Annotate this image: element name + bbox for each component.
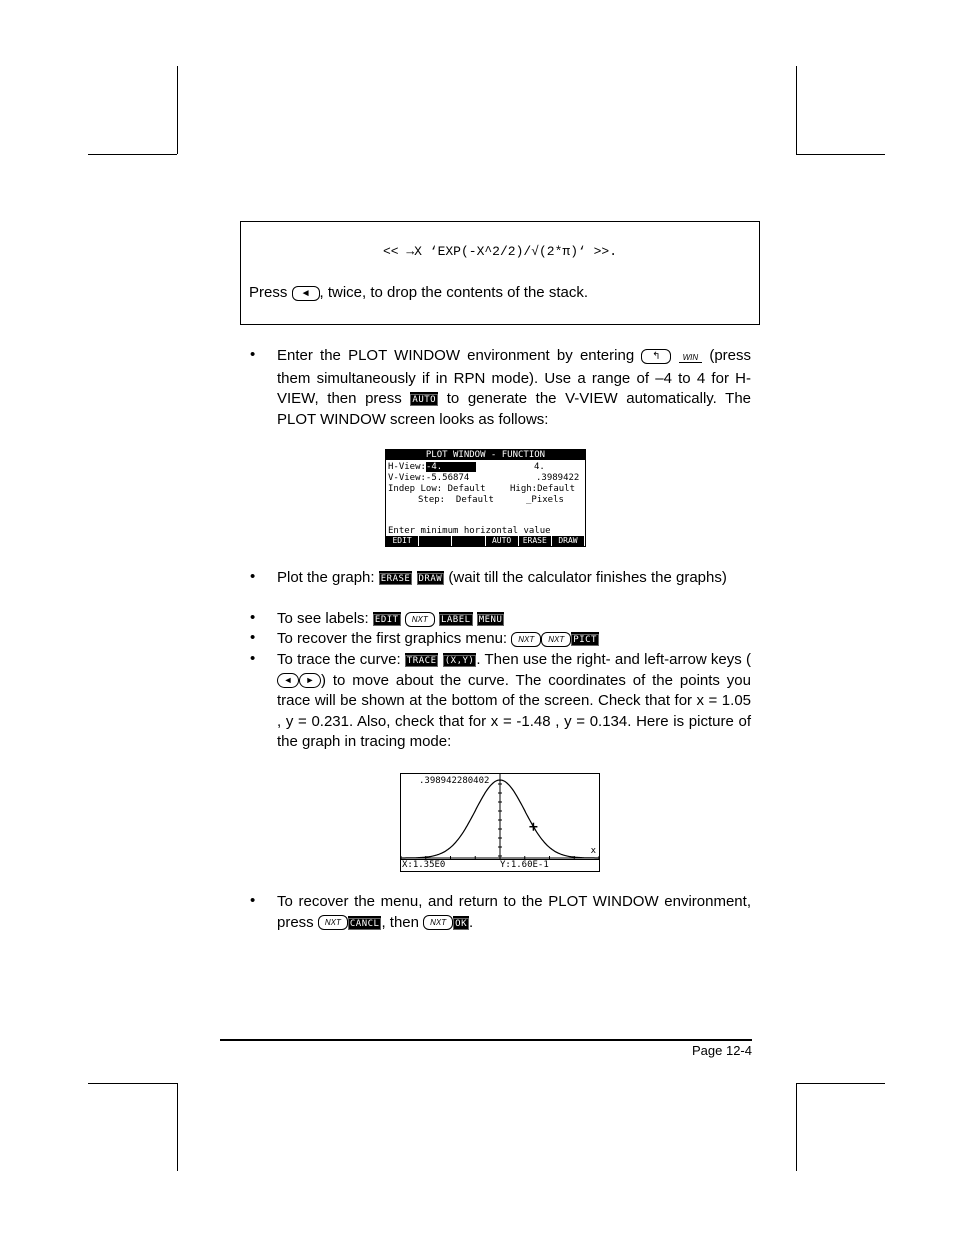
bullet-1-text	[277, 346, 751, 430]
nxt-key-icon: NXT	[541, 632, 571, 647]
pixels-row: _Pixels	[526, 495, 564, 505]
hview-row	[388, 462, 476, 472]
crop-mark	[796, 1083, 885, 1084]
prompt-row: Enter minimum horizontal value	[388, 526, 551, 536]
softkey-trace: TRACE	[405, 653, 439, 667]
crop-mark	[177, 66, 178, 154]
trace-readout	[401, 859, 599, 871]
graph-top-label: .398942280402	[419, 776, 490, 786]
vview-row: V-View:-5.56874	[388, 473, 470, 483]
menu-edit: EDIT	[386, 536, 419, 546]
nxt-key-icon: NXT	[511, 632, 541, 647]
hview-label: H-View:	[388, 462, 426, 472]
graph-plot	[401, 774, 599, 871]
trace-cursor	[529, 823, 537, 831]
bullet-4-part: To recover the first graphics menu:	[277, 630, 508, 647]
softkey-pict: PICT	[571, 632, 599, 646]
menu-erase: ERASE	[519, 536, 552, 546]
screen-menu	[386, 536, 585, 546]
right-arrow-key-icon: ►	[299, 673, 321, 688]
press-suffix-text: , twice, to drop the contents of the stack.	[319, 284, 588, 301]
menu-blank	[452, 536, 485, 546]
footer-rule	[220, 1039, 752, 1041]
bullet-2-part: (wait till the calculator finishes the graphs)	[448, 569, 727, 586]
press-instruction	[249, 284, 588, 301]
softkey-xy: (X,Y)	[443, 653, 477, 667]
press-text: Press	[249, 284, 288, 301]
code-box	[240, 221, 760, 325]
crop-mark	[88, 1083, 177, 1084]
indep-low: Indep Low: Default	[388, 484, 486, 494]
bullet-5-text	[277, 650, 751, 753]
softkey-erase: ERASE	[379, 571, 413, 585]
bullet-marker: •	[250, 568, 256, 585]
step-row: Step: Default	[418, 495, 494, 505]
bullet-2-part: Plot the graph:	[277, 569, 375, 586]
menu-auto: AUTO	[486, 536, 519, 546]
left-shift-key-icon: ↰	[641, 349, 671, 364]
bullet-3-part: To see labels:	[277, 610, 369, 627]
screen-title: PLOT WINDOW - FUNCTION	[386, 450, 585, 460]
bullet-marker: •	[250, 609, 256, 626]
crop-mark	[177, 1083, 178, 1171]
left-arrow-key-icon: ◄	[277, 673, 299, 688]
bullet-3-text	[277, 609, 751, 630]
x-readout: X:1.35E0	[402, 860, 446, 870]
hview-high: 4.	[534, 462, 545, 472]
bullet-1-part: to generate the V-VIEW automatically. The PLOT WINDOW screen looks as follows:	[277, 390, 752, 428]
bullet-6-text	[277, 892, 751, 933]
bullet-marker: •	[250, 346, 256, 363]
win-key-icon: WIN	[679, 353, 703, 363]
softkey-auto: AUTO	[410, 392, 438, 406]
y-readout: Y:1.60E-1	[500, 860, 549, 870]
bullet-5-part: To trace the curve:	[277, 651, 401, 668]
bullet-1-part: (press them simultaneously if in RPN mode). Use a range of –4 to 4 for H-VIEW, then press	[277, 347, 752, 407]
bullet-6-part: To recover the menu, and return to the PLOT WINDOW environment, press	[277, 893, 751, 931]
bullet-4-text	[277, 629, 751, 650]
bullet-2-text	[277, 568, 751, 589]
bullet-marker: •	[250, 629, 256, 646]
bullet-5-part: . Then use the right- and left-arrow keys (	[476, 651, 751, 668]
hview-low-field: -4.	[426, 462, 476, 472]
nxt-key-icon: NXT	[423, 915, 453, 930]
program-code: << →X ‘EXP(-X^2/2)/√(2*π)‘ >>.	[382, 244, 618, 259]
nxt-key-icon: NXT	[318, 915, 348, 930]
softkey-cancl: CANCL	[348, 916, 382, 930]
crop-mark	[796, 154, 885, 155]
vview-high: .3989422	[536, 473, 580, 483]
softkey-label: LABEL	[439, 612, 473, 626]
softkey-menu: MENU	[477, 612, 505, 626]
plot-window-screen	[385, 449, 586, 547]
crop-mark	[88, 154, 177, 155]
crop-mark	[796, 66, 797, 154]
softkey-edit: EDIT	[373, 612, 401, 626]
graph-trace-screen	[400, 773, 600, 872]
nxt-key-icon: NXT	[405, 612, 435, 627]
crop-mark	[796, 1083, 797, 1171]
bullet-6-part: .	[469, 913, 474, 931]
menu-blank	[419, 536, 452, 546]
page-number: Page 12-4	[692, 1043, 752, 1058]
softkey-ok: OK	[453, 916, 469, 930]
backspace-key-icon: ◄	[292, 286, 320, 301]
bullet-5-part: ) to move about the curve. The coordinates of the points you trace will be shown at the bottom of the screen. Check that for x = 1.05 , y = 0.231. Also, check that for x = -1.48 , y = 0.134. Here is picture of the graph in tracing mode:	[277, 671, 751, 750]
bullet-marker: •	[250, 650, 256, 667]
axis-x-label: x	[590, 846, 596, 856]
bullet-1-part: Enter the PLOT WINDOW environment by entering	[277, 347, 635, 364]
bullet-marker: •	[250, 892, 256, 909]
menu-draw: DRAW	[552, 536, 585, 546]
indep-high: High:Default	[510, 484, 576, 494]
softkey-draw: DRAW	[417, 571, 445, 585]
bullet-6-part: , then	[381, 913, 419, 931]
